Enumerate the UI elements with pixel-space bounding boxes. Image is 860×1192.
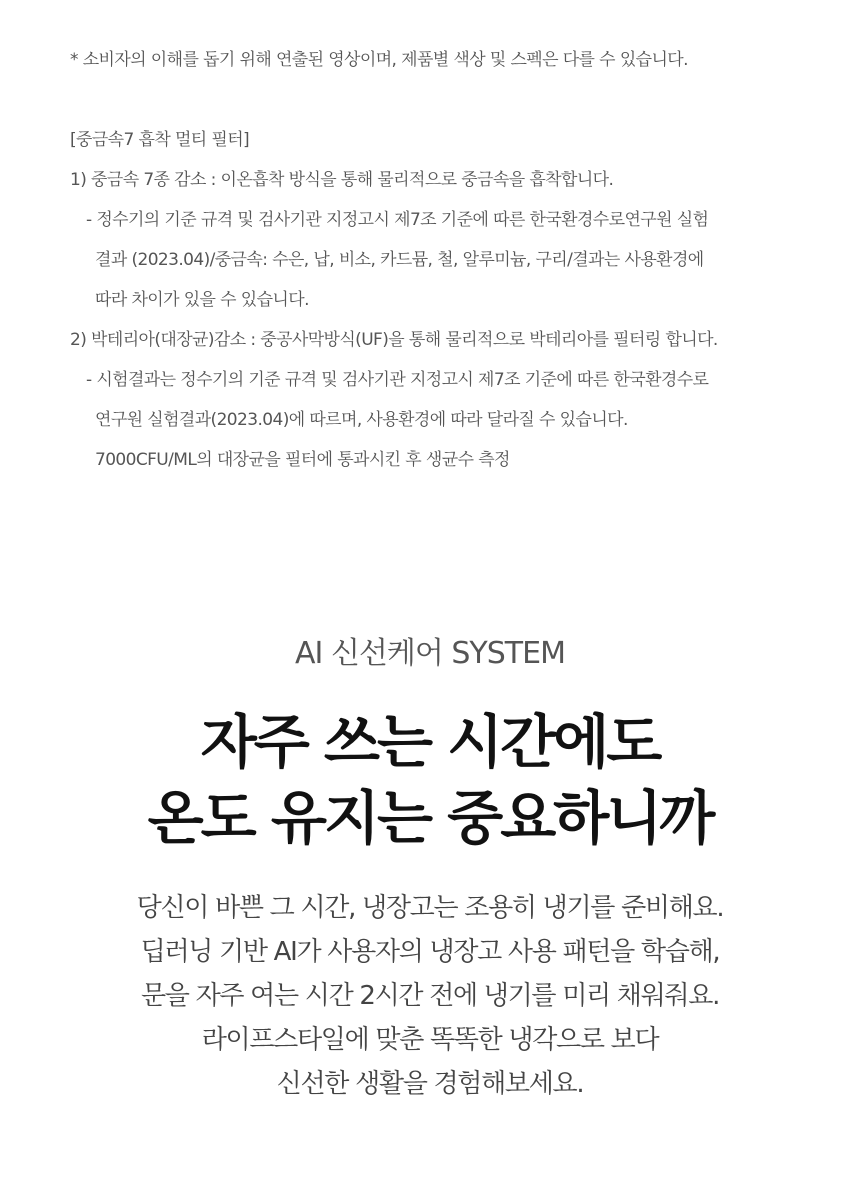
note-item-bacteria: 2) 박테리아(대장균)감소 : 중공사막방식(UF)을 통해 물리적으로 박테리아를 필터링 합니다. xyxy=(70,330,718,350)
note-item-heavy-metal: 1) 중금속 7종 감소 : 이온흡착 방식을 통해 물리적으로 중금속을 흡착합니다. xyxy=(70,170,614,190)
note-subtext: 7000CFU/ML의 대장균을 필터에 통과시킨 후 생균수 측정 xyxy=(95,450,510,470)
spacer xyxy=(70,80,810,120)
description-line: 딥러닝 기반 AI가 사용자의 냉장고 사용 패턴을 학습해, xyxy=(140,937,720,967)
note-subtext: - 정수기의 기준 규격 및 검사기관 지정고시 제7조 기준에 따른 한국환경수로연구원 실험 xyxy=(86,210,709,230)
headline-line: 자주 쓰는 시간에도 xyxy=(200,708,660,776)
description-line: 문을 자주 여는 시간 2시간 전에 냉기를 미리 채워줘요. xyxy=(140,981,720,1011)
description-line: 라이프스타일에 맞춘 똑똑한 냉각으로 보다 xyxy=(201,1025,659,1055)
disclaimer-text: * 소비자의 이해를 돕기 위해 연출된 영상이며, 제품별 색상 및 스펙은 다를 수 있습니다. xyxy=(70,50,688,70)
disclaimer-notes xyxy=(70,40,810,480)
description-line: 당신이 바쁜 그 시간, 냉장고는 조용히 냉기를 준비해요. xyxy=(136,893,724,923)
note-subtext: - 시험결과는 정수기의 기준 규격 및 검사기관 지정고시 제7조 기준에 따른 한국환경수로 xyxy=(86,370,709,390)
note-subtext: 따라 차이가 있을 수 있습니다. xyxy=(95,290,309,310)
description-line: 신선한 생활을 경험해보세요. xyxy=(276,1069,584,1099)
headline-line: 온도 유지는 중요하니까 xyxy=(147,784,713,852)
feature-eyebrow: AI 신선케어 SYSTEM xyxy=(295,636,565,671)
feature-description xyxy=(0,886,860,1106)
filter-section-title: [중금속7 흡착 멀티 필터] xyxy=(70,130,250,150)
feature-headline xyxy=(0,704,860,856)
note-subtext: 결과 (2023.04)/중금속: 수은, 납, 비소, 카드뮴, 철, 알루미늄, 구리/결과는 사용환경에 xyxy=(95,250,704,270)
feature-section xyxy=(0,630,860,1106)
note-subtext: 연구원 실험결과(2023.04)에 따르며, 사용환경에 따라 달라질 수 있습니다. xyxy=(95,410,628,430)
